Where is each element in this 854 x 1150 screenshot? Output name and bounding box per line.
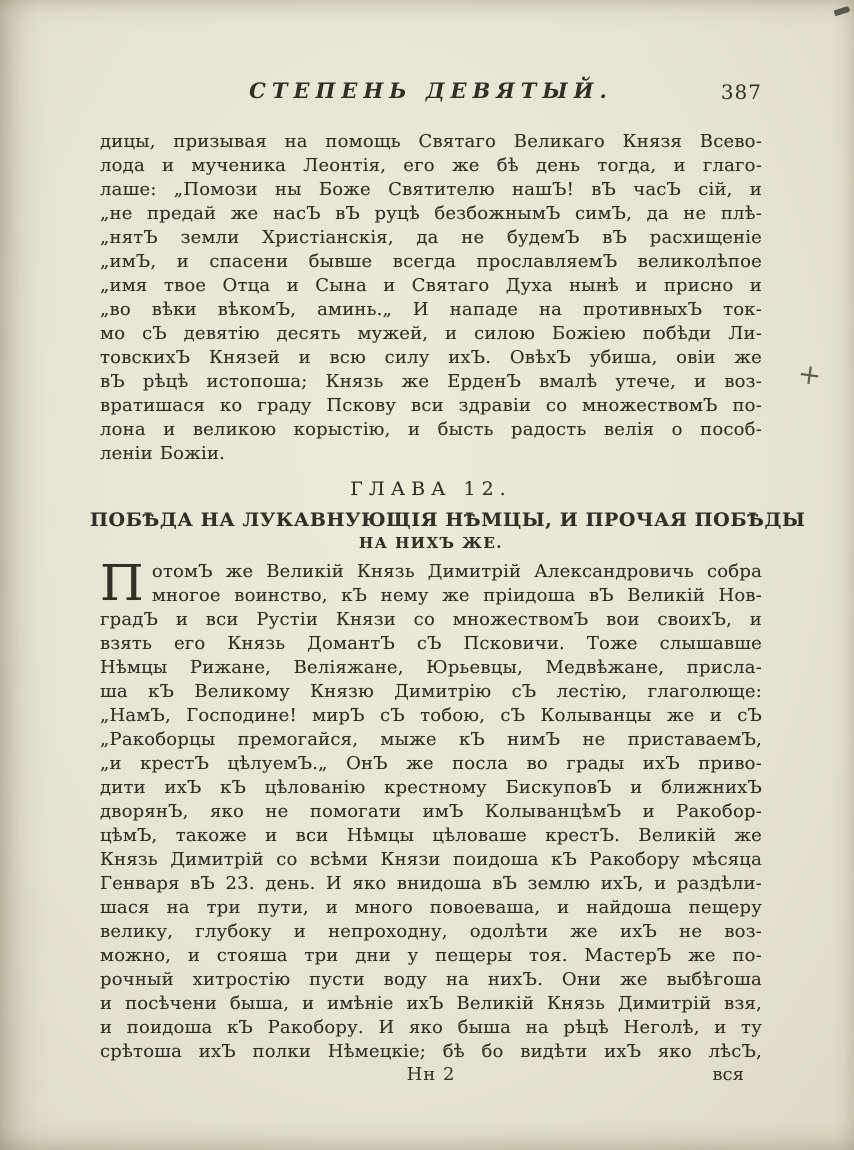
paragraph-continuation	[100, 130, 762, 466]
text-line: „нятЪ земли Христіанскія, да не будемЪ вЪ расхищеніе	[100, 227, 762, 248]
text-line: велику, глубоку и непроходну, одолѣти же ихЪ не воз-	[100, 921, 762, 942]
handwritten-plus-mark: +	[795, 356, 824, 393]
section-subtitle: НА НИХЪ ЖЕ.	[359, 534, 503, 552]
text-line: дицы, призывая на помощь Святаго Великаго Князя Всево-	[100, 131, 762, 152]
text-line: вЪ рѣцѣ истопоша; Князь же ЕрденЪ вмалѣ утече, и воз-	[100, 371, 762, 392]
text-line: градЪ и вси Рустіи Князи со множествомЪ вои своихЪ, и	[100, 609, 762, 630]
text-line: товскихЪ Князей и всю силу ихЪ. ОвѣхЪ убиша, овіи же	[100, 347, 762, 368]
text-line: Князь Димитрій со всѣми Князи поидоша кЪ Ракобору мѣсяца	[100, 849, 762, 870]
text-line: Генваря вЪ 23. день. И яко внидоша вЪ землю ихЪ, и раздѣли-	[100, 873, 762, 894]
page-footer	[100, 1064, 762, 1090]
text-line: можно, и стояша три дни у пещеры тоя. МастерЪ же по-	[100, 945, 762, 966]
page-header	[100, 78, 762, 110]
text-line: лаше: „Помози ны Боже Святителю нашЪ! вЪ часЪ сій, и	[100, 179, 762, 200]
text-line: и поидоша кЪ Ракобору. И яко быша на рѣцѣ Неголѣ, и ту	[100, 1017, 762, 1038]
text-line: „имя твое Отца и Сына и Святаго Духа нынѣ и присно и	[100, 275, 762, 296]
text-line: многое воинство, кЪ нему же пріидоша вЪ Великій Нов-	[151, 585, 762, 606]
text-line: цѣмЪ, такоже и вси Нѣмцы цѣловаше крестЪ. Великій же	[100, 825, 762, 846]
text-line: Нѣмцы Рижане, Веліяжане, Юрьевцы, Медвѣжане, присла-	[100, 657, 762, 678]
text-line: взять его Князь ДомантЪ сЪ Псковичи. Тоже слышавше	[100, 633, 762, 654]
signature-mark: Нн 2	[406, 1064, 456, 1085]
text-line: лода и мученика Леонтія, его же бѣ день тогда, и глаго-	[100, 155, 762, 176]
text-line: и посѣчени быша, и имѣніе ихЪ Великій Князь Димитрій взя,	[100, 993, 762, 1014]
text-line: „НамЪ, Господине! мирЪ сЪ тобою, сЪ Колыванцы же и сЪ	[100, 705, 762, 726]
catchword: вся	[712, 1064, 744, 1085]
paragraph-chapter-12	[100, 554, 762, 1064]
text-line: срѣтоша ихЪ полки Нѣмецкіе; бѣ бо видѣти ихЪ яко лѣсЪ,	[100, 1041, 762, 1062]
text-line: дити ихЪ кЪ цѣлованію крестному БискуповЪ и ближнихЪ	[100, 777, 762, 798]
text-line: дворянЪ, яко не помогати имЪ КолыванцѣмЪ и Ракобор-	[100, 801, 762, 822]
text-line: шася на три пути, и много повоеваша, и найдоша пещеру	[100, 897, 762, 918]
text-line: „не предай же насЪ вЪ руцѣ безбожнымЪ симЪ, да не плѣ-	[100, 203, 762, 224]
text-line: отомЪ же Великій Князь Димитрій Александровичь собра	[151, 561, 762, 582]
text-line: „имЪ, и спасени бывше всегда прославляемЪ великолѣпое	[100, 251, 762, 272]
dropcap-letter: П	[100, 554, 144, 612]
text-line: „и крестЪ цѣлуемЪ.„ ОнЪ же посла во грады ихЪ приво-	[100, 753, 762, 774]
text-line: „во вѣки вѣкомЪ, аминь.„ И нападе на противныхЪ ток-	[100, 299, 762, 320]
text-line: рочный хитростію пусти воду на нихЪ. Они же выбѣгоша	[100, 969, 762, 990]
running-title: СТЕПЕНЬ ДЕВЯТЫЙ.	[249, 78, 613, 103]
text-line: вратишася ко граду Пскову вси здравіи со множествомЪ по-	[100, 395, 762, 416]
text-line: „Ракоборцы премогайся, мыже кЪ нимЪ не приставаемЪ,	[100, 729, 762, 750]
text-line: лона и великою корыстію, и бысть радость велія о пособ-	[100, 419, 762, 440]
page-number: 387	[720, 80, 762, 104]
text-line: ша кЪ Великому Князю Димитрію сЪ лестію, глаголюще:	[100, 681, 762, 702]
ink-speck	[833, 6, 850, 17]
chapter-heading: ГЛАВА 12.	[350, 478, 512, 500]
section-title: ПОБѢДА НА ЛУКАВНУЮЩІЯ НѢМЦЫ, И ПРОЧАЯ ПОБѢДЫ	[90, 509, 806, 531]
text-line: леніи Божіи.	[100, 443, 226, 464]
text-line: мо сЪ девятію десять мужей, и силою Божіею побѣди Ли-	[100, 323, 762, 344]
